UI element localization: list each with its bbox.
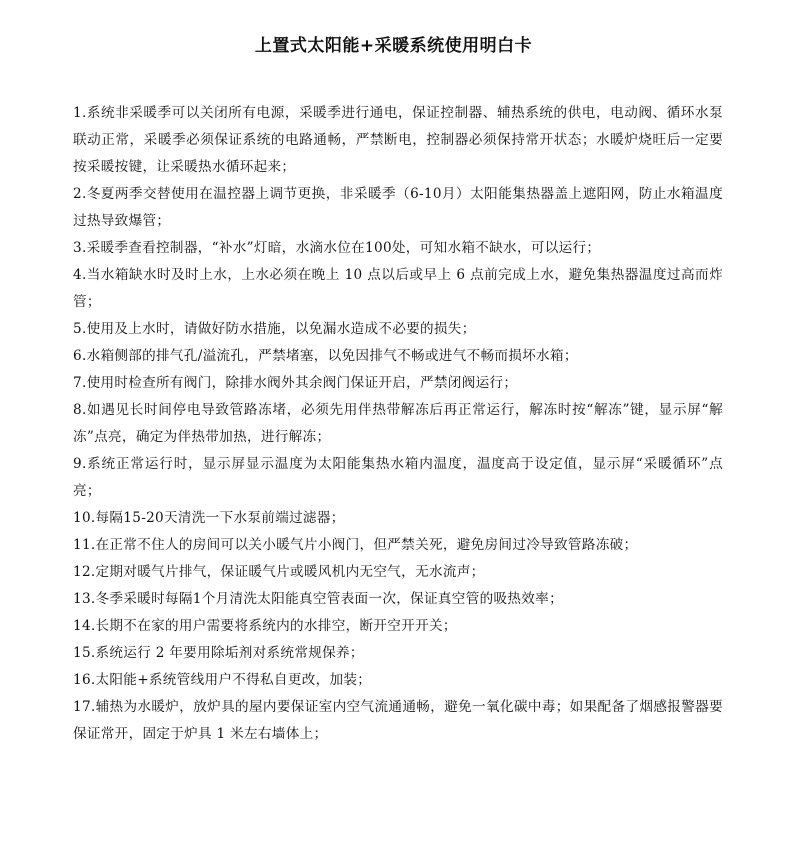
instruction-item-15: 15.系统运行 2 年要用除垢剂对系统常规保养； (73, 645, 364, 661)
instruction-item-6: 6.水箱侧部的排气孔/溢流孔，严禁堵塞，以免因排气不畅或进气不畅而损坏水箱； (73, 348, 578, 364)
instruction-item-14: 14.长期不在家的用户需要将系统内的水排空，断开空开开关； (73, 618, 457, 634)
instruction-item-8: 8.如遇见长时间停电导致管路冻堵，必须先用伴热带解冻后再正常运行，解冻时按“解冻”键，显示屏“解冻”点亮，确定为伴热带加热，进行解冻； (73, 402, 723, 445)
instruction-item-2: 2.冬夏两季交替使用在温控器上调节更换，非采暖季（6-10月）太阳能集热器盖上遮阳网，防止水箱温度过热导致爆管； (73, 186, 723, 229)
instruction-item-11: 11.在正常不住人的房间可以关小暖气片小阀门，但严禁关死，避免房间过冷导致管路冻破； (73, 537, 638, 553)
instruction-item-7: 7.使用时检查所有阀门，除排水阀外其余阀门保证开启，严禁闭阀运行； (73, 375, 518, 391)
instruction-item-10: 10.每隔15-20天清洗一下水泵前端过滤器； (73, 510, 345, 526)
instruction-item-17: 17.辅热为水暖炉，放炉具的屋内要保证室内空气流通通畅，避免一氧化碳中毒；如果配备了烟感报警器要保证常开，固定于炉具 1 米左右墙体上； (73, 699, 723, 742)
instruction-item-4: 4.当水箱缺水时及时上水，上水必须在晚上 10 点以后或早上 6 点前完成上水，避免集热器温度过高而炸管； (73, 267, 723, 310)
instruction-item-1: 1.系统非采暖季可以关闭所有电源，采暖季进行通电，保证控制器、辅热系统的供电，电动阀、循环水泵联动正常，采暖季必须保证系统的电路通畅，严禁断电，控制器必须保持常开状态；水暖炉烧旺后一定要按采暖按键，让采暖热水循环起来； (73, 105, 723, 175)
instruction-item-13: 13.冬季采暖时每隔1个月清洗太阳能真空管表面一次，保证真空管的吸热效率； (73, 591, 563, 607)
instruction-item-12: 12.定期对暖气片排气，保证暖气片或暖风机内无空气，无水流声； (73, 564, 485, 580)
instruction-item-5: 5.使用及上水时，请做好防水措施，以免漏水造成不必要的损失； (73, 321, 476, 337)
instruction-item-9: 9.系统正常运行时，显示屏显示温度为太阳能集热水箱内温度，温度高于设定值，显示屏“采暖循环”点亮； (73, 456, 723, 499)
instruction-item-3: 3.采暖季查看控制器，“补水”灯暗，水滴水位在100处，可知水箱不缺水，可以运行； (73, 240, 601, 256)
document-title: 上置式太阳能+采暖系统使用明白卡 (254, 36, 533, 56)
instruction-list (73, 100, 723, 748)
instruction-item-16: 16.太阳能+系统管线用户不得私自更改，加装； (73, 672, 372, 688)
